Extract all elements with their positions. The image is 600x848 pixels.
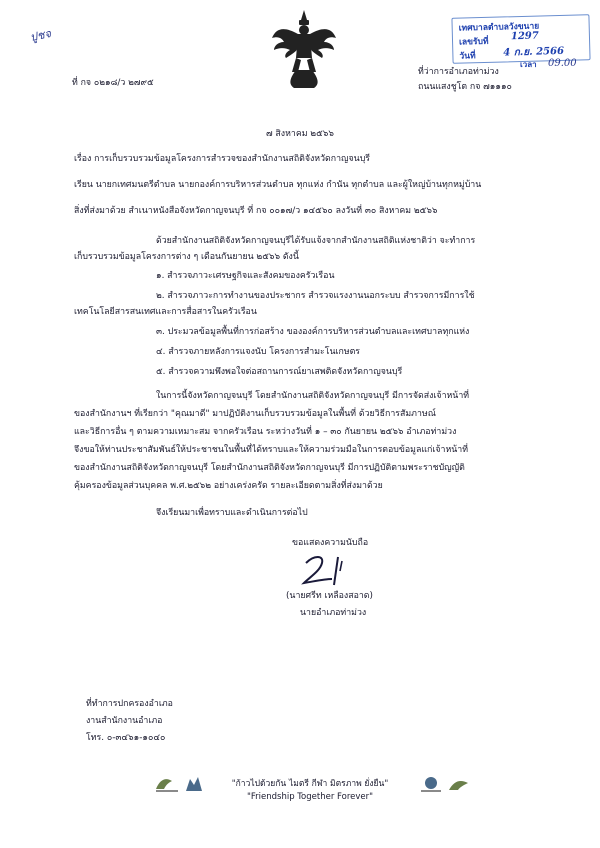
contact-line: งานสำนักงานอำเภอ [86,716,163,726]
slogan-thai: "ก้าวไปด้วยกัน ไมตรี กีฬา มิตรภาพ ยั่งยืน" [231,779,389,789]
paragraph-2-line: ในการนี้จังหวัดกาญจนบุรี โดยสำนักงานสถิติจังหวัดกาญจนบุรี มีการจัดส่งเจ้าหน้าที่ [156,391,470,401]
stamp-date-value: 4 ก.ย. 2566 [503,45,565,59]
list-item: ๓. ประมวลข้อมูลพื้นที่การก่อสร้าง ขององค์การบริหารส่วนตำบลและเทศบาลทุกแห่ง [156,327,470,337]
signer-name: (นายศรีท เหลืองสอาด) [286,591,373,601]
list-item: ๒. สำรวจภาวะการทำงานของประชากร สำรวจแรงงานนอกระบบ สำรวจการมีการใช้ [156,291,475,301]
list-item-continuation: เทคโนโลยีสารสนเทศและการสื่อสารในครัวเรือน [74,307,257,317]
right-logo-icon [418,775,444,793]
stamp-recv-no: 1297 [510,30,539,43]
receipt-stamp [451,14,590,64]
list-item: ๑. สำรวจภาวะเศรษฐกิจและสังคมของครัวเรือน [156,271,335,281]
margin-note: ปูชจ [28,26,53,45]
stamp-recv-label: เลขรับที่ [458,36,489,48]
signature-image [298,553,358,589]
paragraph-2-line: ของสำนักงานฯ ที่เรียกว่า "คุณมาดี" มาปฏิบัติงานเก็บรวบรวมข้อมูลในพื้นที่ ด้วยวิธีการสัมภาษณ์ [74,409,436,419]
paragraph-2-line: คุ้มครองข้อมูลส่วนบุคคล พ.ศ.๒๕๖๒ อย่างเคร่งครัด รายละเอียดตามสิ่งที่ส่งมาด้วย [74,481,383,491]
left-logo-2-icon [182,775,208,793]
office-address-line1: ที่ว่าการอำเภอท่าม่วง [418,67,499,77]
paragraph-2-line: ของสำนักงานสถิติจังหวัดกาญจนบุรี โดยสำนักงานสถิติจังหวัดกาญจนบุรี มีการปฏิบัติตามพระราชบัญญัติ [74,463,465,473]
signer-title: นายอำเภอท่าม่วง [300,608,367,618]
list-item: ๕. สำรวจความพึงพอใจต่อสถานการณ์ยาเสพติดจังหวัดกาญจนบุรี [156,367,403,377]
stamp-time-value: 09.00 [548,58,577,69]
subject-line: เรื่อง การเก็บรวบรวมข้อมูลโครงการสำรวจของสำนักงานสถิติจังหวัดกาญจนบุรี [74,154,370,164]
stamp-org: เทศบาลตำบลวังขนาย [458,21,540,34]
closing-salutation: ขอแสดงความนับถือ [292,538,369,548]
stamp-date-label: วันที่ [459,51,476,62]
list-item: ๔. สำรวจภายหลังการแจงนับ โครงการสำมะโนเกษตร [156,347,361,357]
document-date: ๗ สิงหาคม ๒๕๖๖ [266,129,334,139]
contact-phone: โทร. ๐-๓๔๖๑-๑๐๔๐ [86,733,166,743]
recipient-line: เรียน นายกเทศมนตรีตำบล นายกองค์การบริหารส่วนตำบล ทุกแห่ง กำนัน ทุกตำบล และผู้ใหญ่บ้านทุกหมู่บ้าน [74,180,482,190]
stamp-time-label: เวลา [520,60,537,69]
paragraph-2-line: และวิธีการอื่น ๆ ตามความเหมาะสม จากครัวเรือน ระหว่างวันที่ ๑ – ๓๐ กันยายน ๒๕๖๖ อำเภอท่าม่วง [74,427,457,437]
paragraph-1-line: ด้วยสำนักงานสถิติจังหวัดกาญจนบุรีได้รับแจ้งจากสำนักงานสถิติแห่งชาติว่า จะทำการ [156,236,476,246]
paragraph-2-line: จึงขอให้ท่านประชาสัมพันธ์ให้ประชาชนในพื้นที่ได้ทราบและให้ความร่วมมือในการตอบข้อมูลแก่เจ้าหน้าที่ [74,445,469,455]
garuda-emblem-icon [270,8,338,90]
paragraph-1-line: เก็บรวบรวมข้อมูลโครงการต่าง ๆ เดือนกันยายน ๒๕๖๖ ดังนี้ [74,252,299,262]
document-number: ที่ กจ ๐๒๑๘/ว ๒๗๙๕ [72,78,154,88]
left-logo-icon [154,775,180,793]
slogan-english: "Friendship Together Forever" [246,792,374,802]
attachment-line: สิ่งที่ส่งมาด้วย สำเนาหนังสือจังหวัดกาญจนบุรี ที่ กจ ๐๐๑๗/ว ๑๔๕๖๐ ลงวันที่ ๓๐ สิงหาคม ๒๕๖๖ [74,206,438,216]
right-logo-2-icon [446,775,472,793]
office-address-line2: ถนนแสงชูโต กจ ๗๑๑๑๐ [418,82,512,92]
closing-request: จึงเรียนมาเพื่อทราบและดำเนินการต่อไป [156,508,308,518]
contact-line: ที่ทำการปกครองอำเภอ [86,699,173,709]
